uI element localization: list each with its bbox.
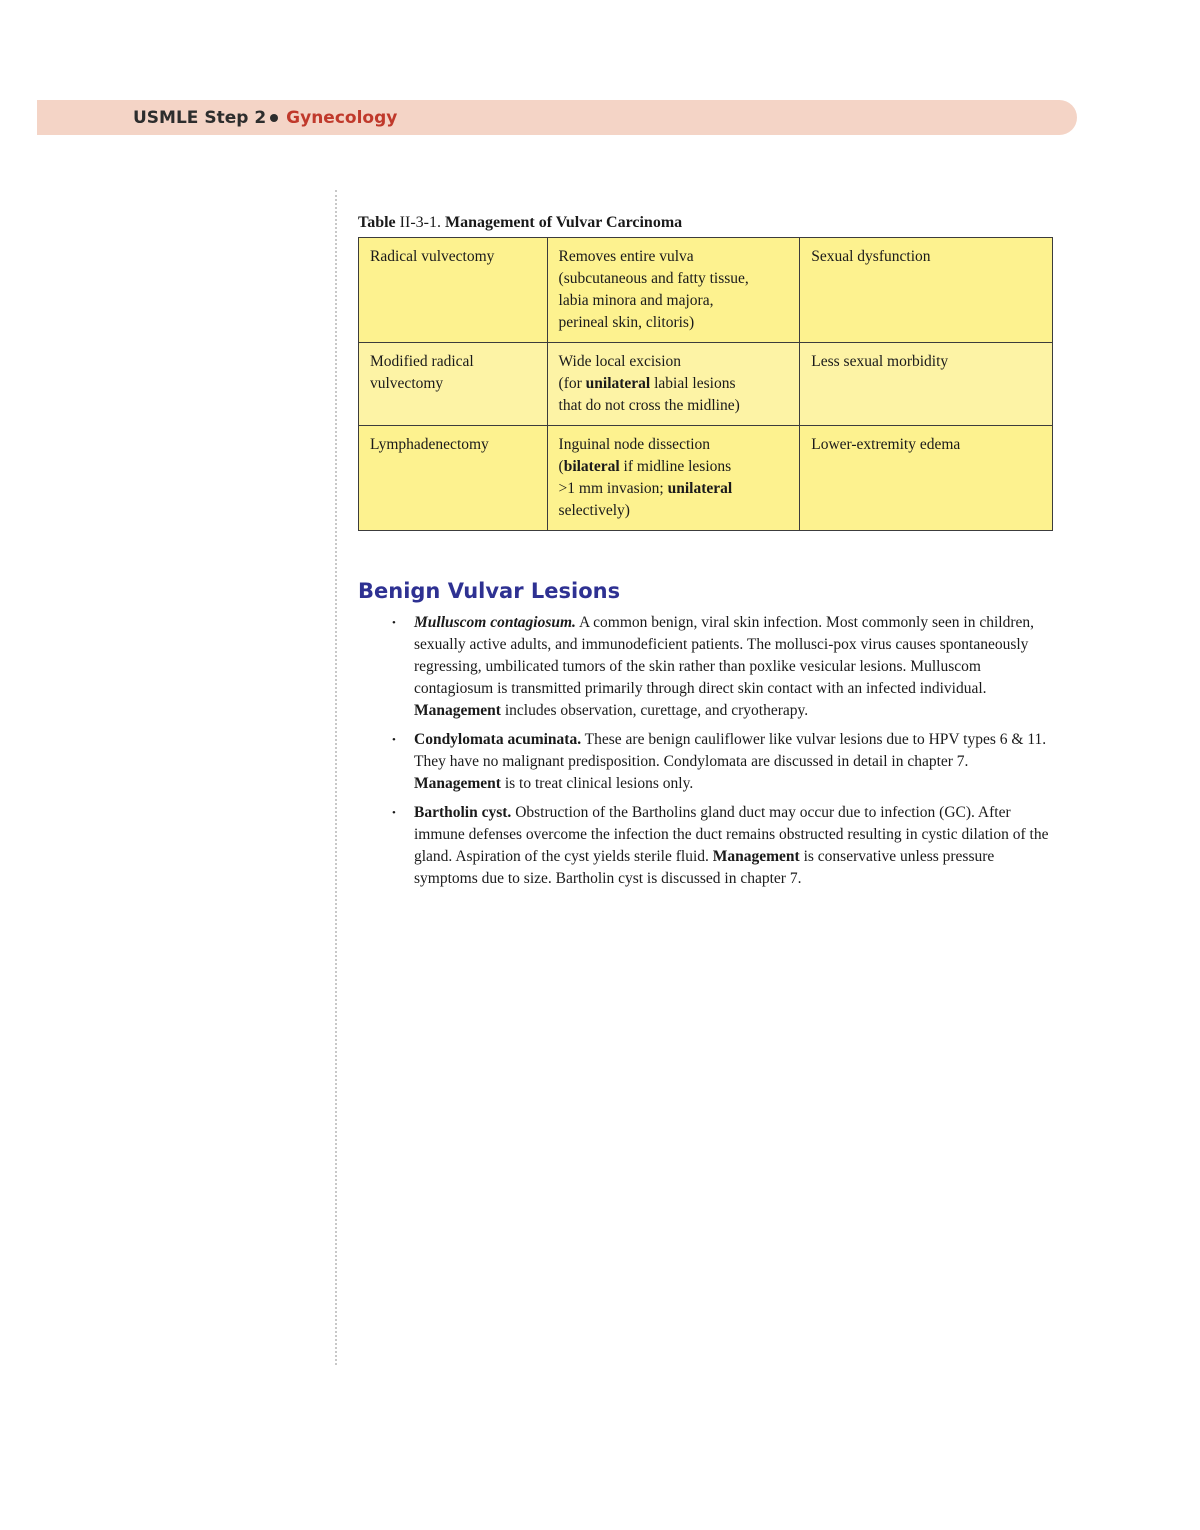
bullet-dot-icon (270, 114, 278, 122)
table-cell-description: Wide local excision (for unilateral labial lesions that do not cross the midline) (547, 343, 800, 426)
table-cell-morbidity: Less sexual morbidity (800, 343, 1053, 426)
lesion-term: Condylomata acuminata. (414, 731, 582, 748)
list-item: • Condylomata acuminata. These are benign cauliflower like vulvar lesions due to HPV types 6 & 11. They have no malignant predisposition. Condylomata are discussed in detail in chapter 7. Management is to treat clinical lesions only. (392, 731, 1047, 792)
lesion-term: Mulluscom contagiosum. (414, 614, 576, 631)
management-label: Management (712, 848, 800, 865)
list-item: • Bartholin cyst. Obstruction of the Bartholins gland duct may occur due to infection (GC). After immune defenses overcome the infection the duct remains obstructed resulting in cystic dilation of the gland. Aspiration of the cyst yields sterile fluid. Management is conservative unless pressure symptoms due to size. Bartholin cyst is discussed in chapter 7. (392, 804, 1049, 887)
table-row (359, 238, 1053, 343)
table-caption-label: Table (358, 214, 396, 231)
table-cell-morbidity: Lower-extremity edema (800, 426, 1053, 531)
bullet-icon: • (392, 617, 396, 629)
list-item: • Mulluscom contagiosum. A common benign, viral skin infection. Most commonly seen in children, sexually active adults, and immunodeficient patients. The mollusci-pox virus causes spontaneously regressing, umbilicated tumors of the skin rather than poxlike vesicular lesions. Mulluscom contagiosum is transmitted primarily through direct skin contact with an infected individual. Management includes observation, curettage, and cryotherapy. (392, 614, 1034, 719)
management-label: Management (414, 702, 501, 719)
margin-divider (335, 190, 337, 1365)
table-cell-description: Removes entire vulva (subcutaneous and fatty tissue, labia minora and majora, perineal skin, clitoris) (547, 238, 800, 343)
lesion-term: Bartholin cyst. (414, 804, 512, 821)
section-heading: Benign Vulvar Lesions (358, 579, 621, 603)
bullet-icon: • (392, 734, 396, 746)
table-row (359, 426, 1053, 531)
table-cell-procedure: Modified radical vulvectomy (359, 343, 548, 426)
running-header (133, 107, 397, 129)
vulvar-carcinoma-table (358, 237, 1053, 531)
table-cell-description: Inguinal node dissection (bilateral if midline lesions >1 mm invasion; unilateral selectively) (547, 426, 800, 531)
lesion-list (390, 612, 1050, 897)
table-cell-morbidity: Sexual dysfunction (800, 238, 1053, 343)
book-title: USMLE Step 2 (133, 108, 267, 128)
bullet-icon: • (392, 807, 396, 819)
chapter-section-title: Gynecology (286, 108, 398, 128)
table-row (359, 343, 1053, 426)
table-caption (358, 212, 682, 234)
table-caption-number: II-3-1. (399, 214, 441, 231)
table-cell-procedure: Lymphadenectomy (359, 426, 548, 531)
table-caption-title: Management of Vulvar Carcinoma (444, 214, 683, 231)
table-cell-procedure: Radical vulvectomy (359, 238, 548, 343)
management-label: Management (414, 775, 501, 792)
